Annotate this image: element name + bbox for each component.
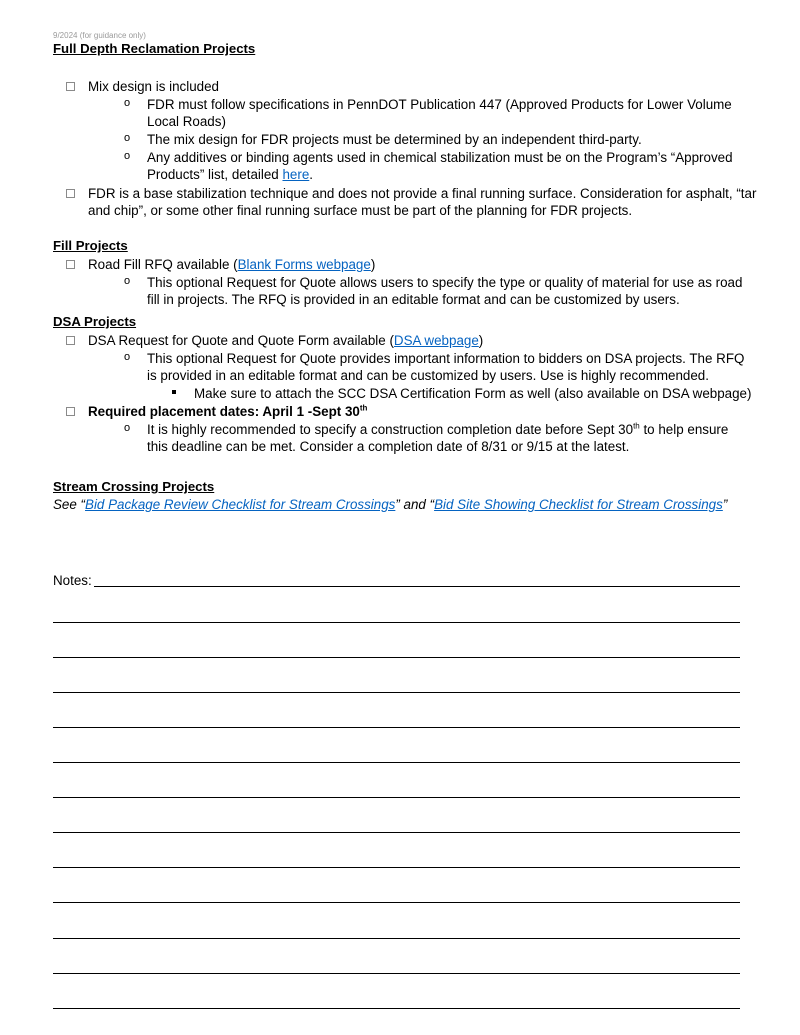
bullet-circle-icon: o (124, 351, 131, 363)
notes-line[interactable] (53, 1008, 740, 1009)
dsa-heading: DSA Projects (53, 314, 137, 329)
fill-item1-label: Road Fill RFQ available ( (88, 257, 238, 272)
dsa-webpage-link[interactable]: DSA webpage (393, 333, 479, 348)
fill-heading: Fill Projects (53, 238, 128, 253)
bullet-circle-icon: o (124, 275, 131, 287)
notes-line[interactable] (53, 727, 740, 728)
bullet-circle-icon: o (124, 150, 131, 162)
fdr-sub1-line2: Local Roads) (147, 114, 226, 129)
fill-item1-text (88, 256, 375, 274)
stream-close-quote: ” (722, 497, 728, 512)
fdr-item2-line1: FDR is a base stabilization technique and does not provide a final running surface. Consideration for asphalt, “tar (88, 186, 757, 201)
dsa-sub2-text: It is highly recommended to specify a construction completion date before Sept 30 (147, 422, 634, 437)
notes-line[interactable] (53, 938, 740, 939)
dsa-sub2-sup: th (633, 421, 640, 431)
fdr-sub2: The mix design for FDR projects must be determined by an independent third-party. (147, 132, 642, 147)
dsa-sub2-line1 (147, 421, 728, 439)
notes-line[interactable] (53, 832, 740, 833)
dsa-item1-checkbox[interactable] (66, 336, 75, 345)
fdr-sub3-period: . (309, 167, 314, 182)
fdr-sub3-line2 (147, 166, 313, 184)
notes-line[interactable] (53, 867, 740, 868)
bullet-circle-icon: o (124, 97, 131, 109)
fill-sub1-line2: fill in projects. The RFQ is provided in an editable format and can be customized by users. (147, 292, 680, 307)
dsa-item2-text (88, 403, 367, 421)
dsa-sub2-text-end: to help ensure (639, 422, 729, 437)
notes-line[interactable] (94, 586, 740, 587)
dsa-item2-checkbox[interactable] (66, 407, 75, 416)
stream-see-text: See “ (53, 497, 86, 512)
bullet-circle-icon: o (124, 132, 131, 144)
fdr-heading: Full Depth Reclamation Projects (53, 41, 256, 56)
fdr-item2-checkbox[interactable] (66, 189, 75, 198)
bullet-circle-icon: o (124, 422, 131, 434)
placement-dates-sup: th (359, 403, 368, 413)
guidance-note: 9/2024 (for guidance only) (53, 31, 146, 40)
fdr-item2-line2: and chip”, or some other final running surface must be part of the planning for FDR projects. (88, 203, 633, 218)
dsa-item1-close: ) (478, 333, 484, 348)
dsa-item1-text (88, 332, 483, 350)
notes-label: Notes: (53, 573, 92, 588)
fill-item1-close: ) (370, 257, 376, 272)
notes-line[interactable] (53, 797, 740, 798)
notes-line[interactable] (53, 902, 740, 903)
bid-package-checklist-link[interactable]: Bid Package Review Checklist for Stream Crossings (85, 497, 396, 512)
dsa-sub2-line2: this deadline can be met. Consider a completion date of 8/31 or 9/15 at the latest. (147, 439, 630, 454)
dsa-item1-label: DSA Request for Quote and Quote Form available ( (88, 333, 394, 348)
notes-line[interactable] (53, 973, 740, 974)
blank-forms-link[interactable]: Blank Forms webpage (237, 257, 371, 272)
bullet-square-icon (172, 390, 176, 394)
approved-products-link[interactable]: here (282, 167, 310, 182)
stream-see-line (53, 496, 727, 514)
dsa-sub1-line2: is provided in an editable format and can be customized by users. Use is highly recommended. (147, 368, 709, 383)
notes-line[interactable] (53, 692, 740, 693)
dsa-subsub1: Make sure to attach the SCC DSA Certification Form as well (also available on DSA webpage) (194, 386, 752, 401)
fdr-item1-checkbox[interactable] (66, 82, 75, 91)
fdr-sub3-text: Products” list, detailed (147, 167, 283, 182)
fdr-item1-text: Mix design is included (88, 79, 219, 94)
stream-heading: Stream Crossing Projects (53, 479, 215, 494)
notes-line[interactable] (53, 622, 740, 623)
notes-line[interactable] (53, 657, 740, 658)
fdr-sub3-line1: Any additives or binding agents used in chemical stabilization must be on the Program’s “Approved (147, 150, 733, 165)
stream-and-text: ” and “ (395, 497, 435, 512)
placement-dates-text: Required placement dates: April 1 -Sept 30 (88, 404, 360, 419)
notes-line[interactable] (53, 762, 740, 763)
bid-site-showing-checklist-link[interactable]: Bid Site Showing Checklist for Stream Crossings (434, 497, 723, 512)
fdr-sub1-line1: FDR must follow specifications in PennDOT Publication 447 (Approved Products for Lower Volume (147, 97, 732, 112)
dsa-sub1-line1: This optional Request for Quote provides important information to bidders on DSA projects. The RFQ (147, 351, 745, 366)
fill-sub1-line1: This optional Request for Quote allows users to specify the type or quality of material for use as road (147, 275, 743, 290)
fill-item1-checkbox[interactable] (66, 260, 75, 269)
